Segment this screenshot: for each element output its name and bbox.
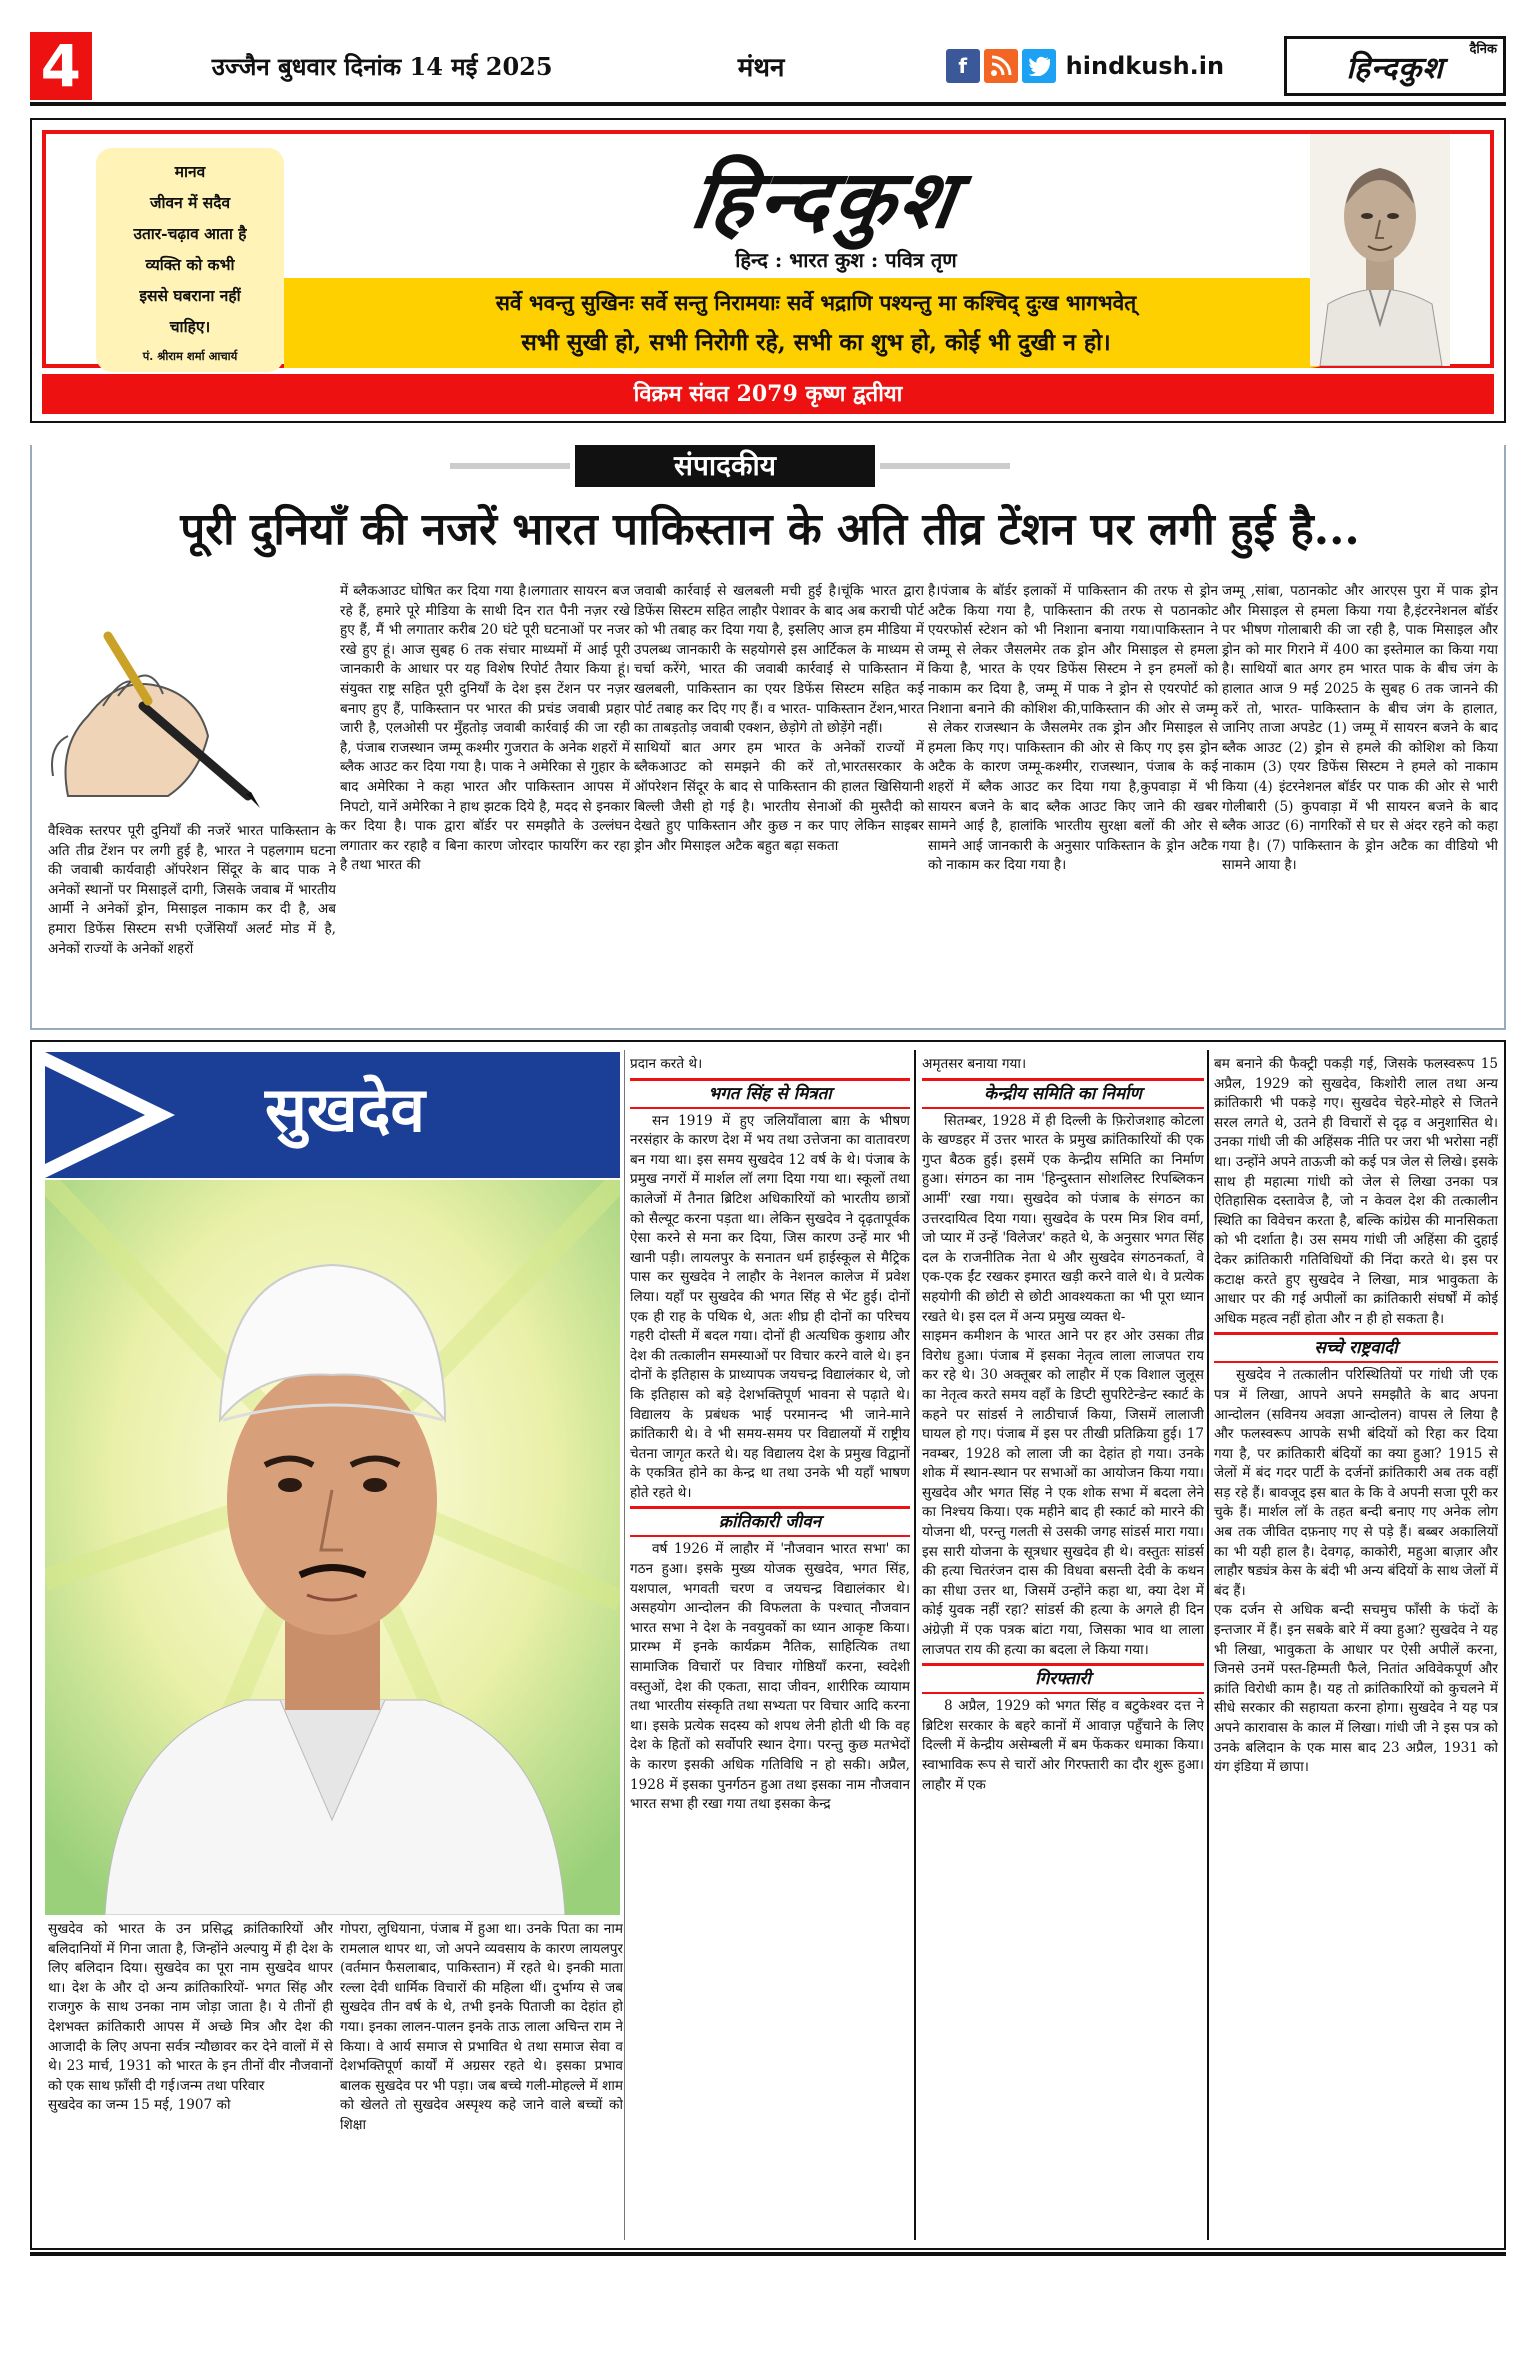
col4-para-2: 8 अप्रैल, 1929 को भगत सिंह व बटुकेश्वर दत्त ने ब्रिटिश सरकार के बहरे कानों में आवाज़ पहुँचाने के लिए दिल्ली में केन्द्रीय असेम्बली में बम फेंककर धमाका किया। स्वाभाविक रूप से चारों ओर गिरफ्तारी का दौर शुरू हुआ। लाहौर में एक xyxy=(922,1698,1204,1793)
editorial-col-3: जवाबी कार्रवाई से खलबली मची हुई है।चूंकि भारत द्वारा डिफेंस सिस्टम सहित लाहौर पेशावर के बाद अब कराची पोर्ट को भी तबाह कर दिया गया है, इसलिए आज हम मीडिया में उपलब्ध जानकारी के सहयोगसे इस आर्टिकल के माध्यम से चर्चा करेंगे, भारत की जवाबी कार्रवाई से पाकिस्तान में खलबली, पाकिस्तान का एयर डिफेंस सिस्टम सहित कई पोर्ट तबाह कर दिए गए हैं। व भारत- पाकिस्तान टेंशन,भारत का ताबड़तोड़ जवाबी एक्शन, छेड़ोगे तो छोड़ेंगे नहीं। साथियों बात अगर हम भारत के अनेकों राज्यों में ब्लैकआउट को समझने की करें तो,भारतसरकार के ऑपरेशन सिंदूर के बाद से पाकिस्तान की हालत खिसियानी बिल्ली जैसी हो गई है। भारतीय सेनाओं की मुस्तैदी को देखते हुए पाकिस्तान और कुछ न कर पाए लेकिन साइबर ड्रोन और मिसाइल अटैक बहुत बढ़ा सकता xyxy=(634,583,924,854)
col3-para-2: वर्ष 1926 में लाहौर में 'नौजवान भारत सभा' का गठन हुआ। इसके मुख्य योजक सुखदेव, भगत सिंह, यशपाल, भगवती चरण व जयचन्द्र विद्यालंकार थे। असहयोग आन्दोलन की विफलता के पश्चात् नौजवान भारत सभा ने देश के नवयुवकों का ध्यान आकृष्ट किया। प्रारम्भ में इनके कार्यक्रम नैतिक, साहित्यिक तथा सामाजिक विचारों पर विचार गोष्ठियाँ करना, स्वदेशी वस्तुओं, देश की एकता, सादा जीवन, शारीरिक व्यायाम तथा भारतीय संस्कृति तथा सभ्यता पर विचार आदि करना था। इसके प्रत्येक सदस्य को शपथ लेनी होती थी कि वह देश के हितों को सर्वोपरि स्थान देगा। परन्तु कुछ मतभेदों के कारण इसकी अधिक गतिविधि न हो सकी। अप्रैल, 1928 में इसका पुनर्गठन हुआ तथा इसका नाम नौजवान भारत सभा ही रखा गया तथा इसका केन्द्र xyxy=(630,1541,910,1813)
editorial-label: संपादकीय xyxy=(575,445,875,487)
logo-tagline: हिन्द : भारत कुश : पवित्र तृण xyxy=(735,248,957,272)
sukhdev-col-mid: गोपरा, लुधियाना, पंजाब में हुआ था। उनके पिता का नाम रामलाल थापर था, जो अपने व्यवसाय के कारण लायलपुर (वर्तमान फैसलाबाद, पाकिस्तान) में रहते थे। इनकी माता रल्ला देवी धार्मिक विचारों की महिला थीं। दुर्भाग्य से जब सुखदेव तीन वर्ष के थे, तभी इनके पिताजी का देहांत हो गया। इनका लालन-पालन इनके ताऊ लाला अचिन्त राम ने किया। वे आर्य समाज से प्रभावित थे तथा समाज सेवा व देशभक्तिपूर्ण कार्यों में अग्रसर रहते थे। इसका प्रभाव बालक सुखदेव पर भी पड़ा। जब बच्चे गली-मोहल्ले में शाम को खेलते तो सुखदेव अस्पृश्य कहे जाने वाले बच्चों को शिक्षा xyxy=(340,1921,623,2133)
subhead-bhagat-singh-friendship: भगत सिंह से मित्रता xyxy=(630,1078,910,1109)
header-rule-right xyxy=(880,463,1010,469)
editorial-col-5: जम्मू ,सांबा, पठानकोट और आरएस पुरा में पाक ड्रोन और मिसाइल से हमला किया गया है,इंटरनेशनल बॉर्डर पर भीषण गोलाबारी की जा रही है, पाक मिसाइल और ड्रोन को मार गिराने में 400 का इस्तेमाल का किया गया है। साथियों बात अगर हम भारत पाक के बीच जंग के हालात आज 9 मई 2025 के सुबह 6 तक जानने की करें तो, भारत- पाकिस्तान के बीच जंग के हालात, जानिए ताजा अपडेट (1) जम्मू में सायरन बजने के बाद ब्लैक आउट (2) ड्रोन से हमले की कोशिश को किया नाकाम (3) एयर डिफेंस सिस्टम ने हमले को नाकाम किया (4) इंटरनेशनल बॉर्डर पर पाक की ओर से भारी गोलीबारी (5) कुपवाड़ा में भी सायरन बजने के बाद ब्लैक आउट (6) नागरिकों से घर से अंदर रहने को कहा गया है। (7) पाकिस्तान के ड्रोन अटैक का वीडियो भी सामने आया है। xyxy=(1222,583,1498,874)
subhead-central-committee: केन्द्रीय समिति का निर्माण xyxy=(922,1078,1204,1109)
column-divider xyxy=(624,1050,625,2240)
quote-line: व्यक्ति को कभी xyxy=(145,255,235,274)
writing-hand-illustration xyxy=(48,596,278,811)
column-divider xyxy=(914,1050,916,2240)
dateline: उज्जैन बुधवार दिनांक 14 मई 2025 xyxy=(211,51,553,81)
page-number: 4 xyxy=(30,32,92,100)
header-rule-left xyxy=(450,463,570,469)
quote-line: जीवन में सदैव xyxy=(149,193,231,212)
subhead-revolutionary-life: क्रांतिकारी जीवन xyxy=(630,1506,910,1537)
quote-line: इससे घबराना नहीं xyxy=(139,286,241,305)
section-name: मंथन xyxy=(737,53,785,83)
editorial-headline: पूरी दुनियाँ की नजरें भारत पाकिस्तान के अति तीव्र टेंशन पर लगी हुई है... xyxy=(180,504,1360,555)
masthead-inner xyxy=(42,130,1494,368)
mini-masthead xyxy=(1284,36,1506,96)
mini-logo: हिन्दकुश xyxy=(1346,50,1444,86)
sukhdev-col-4 xyxy=(922,1055,1204,2240)
quote-author: पं. श्रीराम शर्मा आचार्य xyxy=(142,349,238,363)
founder-portrait xyxy=(1310,134,1450,366)
rss-icon[interactable] xyxy=(984,49,1018,83)
editorial-col-1: वैश्विक स्तरपर पूरी दुनियाँ की नजरें भारत पाकिस्तान के अति तीव्र टेंशन पर लगी हुई है, भारत ने पहलगाम घटना की जवाबी कार्यवाही ऑपरेशन सिंदूर के बाद पाक ने अनेकों स्थानों पर मिसाइलें दागी, जिसके जवाब में भारतीय आर्मी ने अनेकों ड्रोन, मिसाइल नाकाम कर दी है, अब हमारा डिफेंस सिस्टम सभी एजेंसियाँ अलर्ट मोड में है, अनेकों राज्यों के अनेकों शहरों xyxy=(48,823,336,957)
twitter-icon[interactable] xyxy=(1022,49,1056,83)
social-icons xyxy=(946,49,1056,83)
column-divider xyxy=(1207,1050,1209,2240)
editorial-col-4: है।पंजाब के बॉर्डर इलाकों में पाकिस्तान की तरफ से ड्रोन अटैक किया गया है, पाकिस्तान की तरफ से पठानकोट एयरफोर्स स्टेशन को भी निशाना बनाया गया।पाकिस्तान ने जम्मू से लेकर जैसलमेर तक ड्रोन और मिसाइल से हमला किया है, भारत के एयर डिफेंस सिस्टम ने इन हमलों को नाकाम कर दिया है, जम्मू में पाक ने ड्रोन से एयरपोर्ट को निशाना बनाने की कोशिश की,पाकिस्तान की ओर से जम्मू से लेकर राजस्थान के जैसलमेर तक ड्रोन और मिसाइल से हमला किए गए। पाकिस्तान की ओर से किए गए इस ड्रोन अटैक के कारण जम्मू-कश्मीर, राजस्थान, पंजाब के कई शहरों में ब्लैक आउट कर दिया गया है,कुपवाड़ा में भी सायरन बजने के बाद ब्लैक आउट किए जाने की खबर सामने आई है, हालांकि भारतीय सुरक्षा बलों की ओर से सामने आई जानकारी के अनुसार पाकिस्तान के ड्रोन अटैक को नाकाम कर दिया गया है। xyxy=(928,583,1218,874)
samvat-banner: विक्रम संवत 2079 कृष्ण द्वतीया xyxy=(42,374,1494,414)
col5-para-2: सुखदेव ने तत्कालीन परिस्थितियों पर गांधी जी एक पत्र में लिखा, आपने अपने समझौते के बाद अपना आन्दोलन (सविनय अवज्ञा आन्दोलन) वापस ले लिया है और फलस्वरूप आपके सभी बंदियों को रिहा कर दिया गया है, पर क्रांतिकारी बंदियों का क्या हुआ? 1915 से जेलों में बंद गदर पार्टी के दर्जनों क्रांतिकारी अब तक वहीं सड़ रहे हैं। बावजूद इस बात के कि वे अपनी सजा पूरी कर चुके हैं। मार्शल लॉ के तहत बन्दी बनाए गए अनेक लोग अब तक जीवित दफ़नाए गए से पड़े हैं। बब्बर अकालियों का भी यही हाल है। देवगढ़, काकोरी, महुआ बाज़ार और लाहौर षड्यंत्र केस के बंदी भी अन्य बंदियों के साथ जेलों में बंद हैं। एक दर्जन से अधिक बन्दी सचमुच फाँसी के फंदों के इन्तजार में हैं। इन सबके बारे में क्या हुआ? सुखदेव ने यह भी लिखा, भावुकता के आधार पर ऐसी अपीलें करना, जिनसे उनमें पस्त-हिम्मती फैले, नितांत अविवेकपूर्ण और क्रांति विरोधी काम है। यह तो क्रांतिकारियों को कुचलने में सीधे सरकार की सहायता करना होगा। सुखदेव ने यह पत्र अपने कारावास के काल में लिखा। गांधी जी ने इस पत्र को उनके बलिदान के एक मास बाद 23 अप्रैल, 1931 को यंग इंडिया में छापा। xyxy=(1214,1367,1498,1776)
col3-intro: प्रदान करते थे। xyxy=(630,1056,703,1072)
col5-para-1: बम बनाने की फैक्ट्री पकड़ी गई, जिसके फलस्वरूप 15 अप्रैल, 1929 को सुखदेव, किशोरी लाल तथा अन्य क्रांतिकारी भी पकड़े गए। सुखदेव चेहरे-मोहरे से जितने सरल लगते थे, उतने ही विचारों से दृढ़ व अनुशासित थे। उनका गांधी जी की अहिंसक नीति पर जरा भी भरोसा नहीं था। उन्होंने अपने ताऊजी को कई पत्र जेल से लिखे। इसके साथ ही महात्मा गांधी को जेल से लिखा उनका पत्र ऐतिहासिक दस्तावेज है, जो न केवल देश की तत्कालीन स्थिति का विवेचन करता है, बल्कि कांग्रेस की मानसिकता को भी दर्शाता है। उस समय गांधी जी अहिंसा की दुहाई देकर क्रांतिकारी गतिविधियों की निंदा करते थे। इस पर कटाक्ष करते हुए सुखदेव ने लिखा, मात्र भावुकता के आधार पर की गई अपीलों का क्रांतिकारी संघर्षों में कोई अधिक महत्व नहीं होता और न ही हो सकता है। xyxy=(1214,1056,1498,1327)
top-bar xyxy=(30,30,1506,106)
quote-line: मानव xyxy=(174,162,206,181)
bottom-rule xyxy=(30,2252,1506,2256)
col4-para-1: सितम्बर, 1928 में ही दिल्ली के फ़िरोजशाह कोटला के खण्डहर में उत्तर भारत के प्रमुख क्रांतिकारियों की एक गुप्त बैठक हुई। इसमें एक केन्द्रीय समिति का निर्माण हुआ। संगठन का नाम 'हिन्दुस्तान सोशलिस्ट रिपब्लिकन आर्मी' रखा गया। सुखदेव को पंजाब के संगठन का उत्तरदायित्व दिया गया। सुखदेव के परम मित्र शिव वर्मा, जो प्यार में उन्हें 'विलेजर' कहते थे, के अनुसार भगत सिंह दल के राजनीतिक नेता थे और सुखदेव संगठनकर्ता, वे एक-एक ईंट रखकर इमारत खड़ी करने वाले थे। वे प्रत्येक सहयोगी की छोटी से छोटी आवश्यकता का भी पूरा ध्यान रखते थे। इस दल में अन्य प्रमुख व्यक्त थे- साइमन कमीशन के भारत आने पर हर ओर उसका तीव्र विरोध हुआ। पंजाब में इसका नेतृत्व लाला लाजपत राय कर रहे थे। 30 अक्तूबर को लाहौर में एक विशाल जुलूस का नेतृत्व करते समय वहाँ के डिप्टी सुपरिटेन्डेन्ट स्कार्ट के कहने पर सांडर्स ने लाठीचार्ज किया, जिसमें लालाजी घायल हो गए। पंजाब में इस पर तीखी प्रतिक्रिया हुई। 17 नवम्बर, 1928 को लाला जी का देहांत हो गया। उनके शोक में स्थान-स्थान पर सभाओं का आयोजन किया गया। सुखदेव और भगत सिंह ने एक शोक सभा में बदला लेने का निश्चय किया। एक महीने बाद ही स्कार्ट को मारने की योजना थी, परन्तु गलती से उसकी जगह सांडर्स मारा गया। इस सारी योजना के सूत्रधार सुखदेव ही थे। वस्तुतः सांडर्स की हत्या चितरंजन दास की विधवा बसन्ती देवी के कथन का सीधा उत्तर था, जिसमें उन्होंने कहा था, क्या देश में कोई युवक नहीं रहा? सांडर्स की हत्या के अगले ही दिन अंग्रेज़ी में एक पत्रक बांटा गया, जिसका भाव था लाला लाजपत राय की हत्या का बदला ले किया गया। xyxy=(922,1112,1204,1658)
subhead-arrest: गिरफ्तारी xyxy=(922,1663,1204,1694)
sukhdev-title-banner xyxy=(45,1052,620,1178)
sukhdev-portrait xyxy=(45,1180,620,1915)
subhead-true-nationalist: सच्चे राष्ट्रवादी xyxy=(1214,1332,1498,1363)
col4-intro: अमृतसर बनाया गया। xyxy=(922,1056,1027,1072)
editorial-header xyxy=(30,445,1506,485)
mini-logo-tag: दैनिक xyxy=(1469,42,1497,57)
facebook-icon[interactable]: f xyxy=(946,49,980,83)
masthead xyxy=(30,118,1506,423)
quote-line: उतार-चढ़ाव आता है xyxy=(133,224,247,243)
col3-para-1: सन 1919 में हुए जलियाँवाला बाग़ के भीषण नरसंहार के कारण देश में भय तथा उत्तेजना का वातावरण बन गया था। इस समय सुखदेव 12 वर्ष के थे। पंजाब के प्रमुख नगरों में मार्शल लॉ लगा दिया गया था। स्कूलों तथा कालेजों में तैनात ब्रिटिश अधिकारियों को भारतीय छात्रों को सैल्यूट करना पड़ता था। लेकिन सुखदेव ने दृढ़तापूर्वक ऐसा करने से मना कर दिया, जिस कारण उन्हें मार भी खानी पड़ी। लायलपुर के सनातन धर्म हाईस्कूल से मैट्रिक पास कर सुखदेव ने लाहौर के नेशनल कालेज में प्रवेश लिया। यहाँ पर सुखदेव की भगत सिंह से भेंट हुई। दोनों एक ही राह के पथिक थे, अतः शीघ्र ही दोनों का परिचय गहरी दोस्ती में बदल गया। दोनों ही अत्यधिक कुशाग्र और देश की तत्कालीन समस्याओं पर विचार करने वाले थे। इन दोनों के इतिहास के प्राध्यापक जयचन्द्र विद्यालंकार थे, जो कि इतिहास को बड़े देशभक्तिपूर्ण भावना से पढ़ाते थे। विद्यालय के प्रबंधक भाई परमानन्द भी जाने-माने क्रांतिकारी थे। वे भी समय-समय पर विद्यालयों में राष्ट्रीय चेतना जागृत करते थे। यह विद्यालय देश के प्रमुख विद्वानों के एकत्रित होने का केन्द्र था तथा उनके भी यहाँ भाषण होते रहते थे। xyxy=(630,1112,910,1501)
thought-box xyxy=(96,148,284,372)
sukhdev-col-5 xyxy=(1214,1055,1498,2240)
sukhdev-title: सुखदेव xyxy=(265,1073,426,1146)
sukhdev-col-3 xyxy=(630,1055,910,2240)
site-url[interactable]: hindkush.in xyxy=(1065,52,1225,80)
mantra-sanskrit: सर्वे भवन्तु सुखिनः सर्वे सन्तु निरामयाः सर्वे भद्राणि पश्यन्तु मा कश्चिद् दुःख भागभवेत् xyxy=(495,290,1137,315)
editorial-col-2: में ब्लैकआउट घोषित कर दिया गया है।लगातार सायरन बज रहे हैं, हमारे पूरे मीडिया के साथी दिन रात पैनी नज़र रखे हुए हैं, मैं भी लगातार करीब 20 घंटे पूरी घटनाओं पर नजर रखे हुए हूं। आज सुबह 6 तक संचार माध्यमों में आई पूरी जानकारी के आधार पर यह विशेष रिपोर्ट तैयार किया हूं।संयुक्त राष्ट्र सहित पूरी दुनियाँ के देश इस टेंशन पर नज़र बनाए हुए हैं, पाकिस्तान पर भारत की प्रचंड जवाबी प्रहार जारी है, एलओसी पर मुँहतोड़ जवाबी कार्रवाई की जा रही है, पंजाब राजस्थान जम्मू कश्मीर गुजरात के अनेक शहरों में ब्लैक आउट कर दिया गया है। पाक ने अमेरिका से गुहार के बाद अमेरिका ने कहा भारत और पाकिस्तान आपस में निपटो, यानें अमेरिका ने हाथ झटक दिये है, मदद से इनकार कर दिया है। पाक द्वारा बॉर्डर पर समझौते के उल्लंघन लगातार कर रहाहै व बिना कारण जोरदार फायरिंग कर रहा है तथा भारत की xyxy=(340,583,630,874)
quote-line: चाहिए। xyxy=(169,317,211,336)
sukhdev-col-left: सुखदेव को भारत के उन प्रसिद्ध क्रांतिकारियों और बलिदानियों में गिना जाता है, जिन्होंने अल्पायु में ही देश के लिए बलिदान दिया। सुखदेव का पूरा नाम सुखदेव थापर था। देश के और दो अन्य क्रांतिकारियों- भगत सिंह और राजगुरु के साथ उनका नाम जोड़ा जाता है। ये तीनों ही देशभक्त क्रांतिकारी आपस में अच्छे मित्र और देश की आजादी के लिए अपना सर्वत्र न्यौछावर कर देने वालों में से थे। 23 मार्च, 1931 को भारत के इन तीनों वीर नौजवानों को एक साथ फ़ाँसी दी गई।जन्म तथा परिवार सुखदेव का जन्म 15 मई, 1907 को xyxy=(48,1921,333,2114)
newspaper-logo: हिन्दकुश xyxy=(685,152,965,246)
mantra-hindi: सभी सुखी हो, सभी निरोगी रहे, सभी का शुभ हो, कोई भी दुखी न हो। xyxy=(521,329,1111,356)
sanskrit-mantra-banner xyxy=(284,278,1348,368)
